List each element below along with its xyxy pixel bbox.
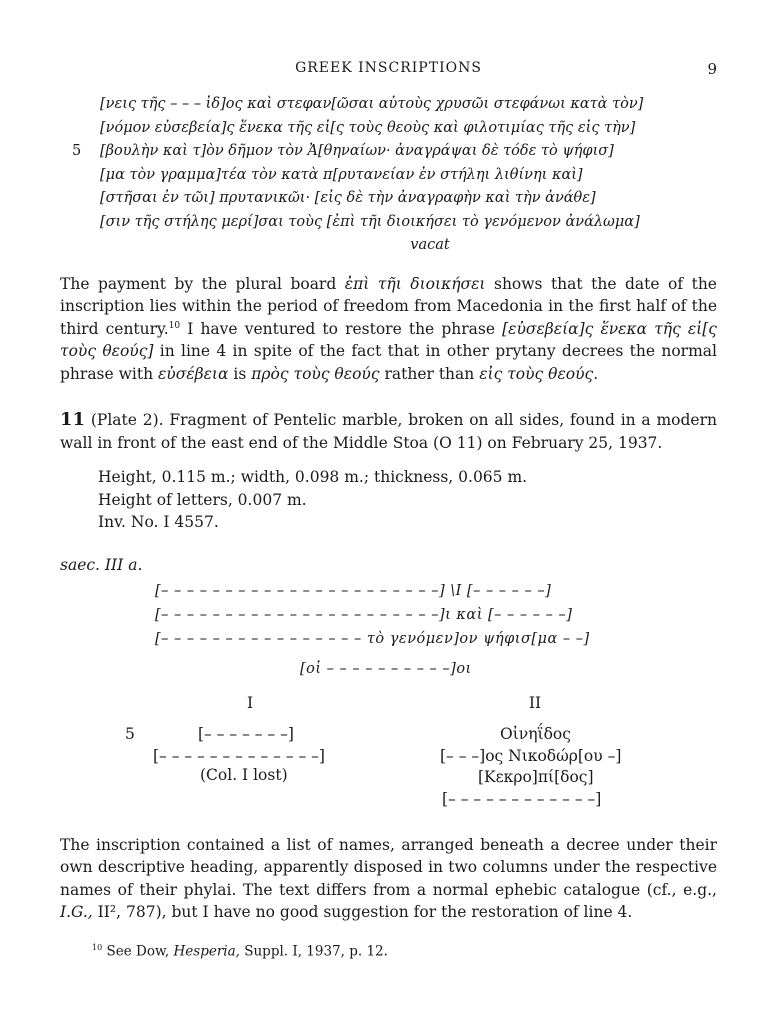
inscription-line	[60, 143, 720, 167]
running-title: GREEK INSCRIPTIONS	[295, 60, 482, 76]
line-number: 5	[125, 725, 135, 743]
col1-line: [– – – – – – –]	[198, 725, 294, 743]
commentary-paragraph-1	[60, 273, 717, 385]
measurement-line: Inv. No. I 4557.	[98, 513, 219, 531]
line-text: [στῆσαι ἐν τῶι] πρυτανικῶι· [εἰς δὲ τὴν ἀναγραφὴν καὶ τὴν ἀνάθε]	[100, 190, 596, 206]
vacat-label: vacat	[410, 237, 450, 253]
entry-description: (Plate 2). Fragment of Pentelic marble, broken on all sides, found in a modern wall in front of the east end of the Middle Stoa (O 11) on February 25, 1937.	[60, 411, 717, 452]
text-run: Suppl. I, 1937, p. 12.	[244, 943, 388, 960]
text-run: II², 787), but I have no good suggestion for the restoration of line 4.	[97, 903, 633, 922]
text-run: See Dow,	[106, 943, 170, 960]
greek-phrase: εἰς τοὺς θεούς	[479, 364, 594, 383]
page-number: 9	[707, 60, 717, 78]
footnote	[92, 943, 388, 960]
text-run: The payment by the plural board	[60, 275, 337, 293]
commentary-paragraph-2	[60, 834, 717, 924]
text-run: The inscription contained a list of names, arranged beneath a decree under their own descriptive heading, apparently disposed in two columns under the respective names of their phylai. The text differs from a normal ephebic catalogue (cf., e.g.,	[60, 836, 717, 899]
line-text: [σιν τῆς στήλης μερί]σαι τοὺς [ἐπὶ τῆι διοικήσει τὸ γενόμενον ἀνάλωμα]	[100, 213, 640, 230]
inscription-line	[60, 120, 720, 144]
journal-title: Hesperia,	[173, 943, 240, 960]
footnote-ref[interactable]: 10	[168, 320, 181, 331]
text-run: I have ventured to restore the phrase	[187, 319, 496, 338]
fragment-line: [οἱ – – – – – – – – – –]οι	[300, 661, 472, 677]
measurement-line: Height, 0.115 m.; width, 0.098 m.; thickness, 0.065 m.	[98, 468, 528, 486]
fragment-line: [– – – – – – – – – – – – – – – – – – – – – –] \Ι [– – – – – –]	[155, 583, 552, 599]
text-run: in line 4 in spite of the fact that in other prytany decrees the normal phrase with	[60, 342, 717, 383]
entry-number: 11	[60, 409, 86, 430]
text-run: shows that the date of the inscription lies within the period of freedom from Macedonia in the first half of the third century.	[60, 275, 717, 338]
col2-line: [Κεκρο]πί[δος]	[478, 768, 594, 786]
col2-line: [– – –]ος Νικοδώρ[ου –]	[440, 747, 622, 765]
greek-phrase: [εὐσεβεία]ς ἕνεκα τῆς εἰ[ς τοὺς θεούς]	[60, 319, 717, 361]
inscription-line	[60, 167, 720, 191]
line-text: [μα τὸν γραμμα]τέα τὸν κατὰ π[ρυτανείαν ἐν στήληι λιθίνηι καὶ]	[100, 166, 583, 183]
text-run: is	[233, 364, 247, 383]
inscription-text-a	[60, 96, 720, 253]
measurement-line: Height of letters, 0.007 m.	[98, 490, 307, 509]
inscription-line	[60, 214, 720, 238]
col2-line: Οἰνηΐδος	[500, 725, 571, 743]
column-heading-2: II	[528, 694, 542, 712]
greek-phrase: πρὸς τοὺς θεούς	[251, 364, 380, 383]
running-header	[60, 60, 717, 82]
col1-line: (Col. I lost)	[200, 766, 288, 784]
line-number: 5	[72, 143, 82, 159]
inscription-line	[60, 190, 720, 214]
fragment-line: [– – – – – – – – – – – – – – – – τὸ γενόμεν]ον ψήφισ[μα – –]	[155, 631, 590, 647]
date-label: saec. III a.	[60, 556, 143, 574]
text-run: .	[593, 364, 599, 383]
greek-phrase: ἐπὶ τῆι διοικήσει	[344, 275, 486, 293]
inscription-line	[60, 96, 720, 120]
line-text: [νεις τῆς – – – ἰδ]ος καὶ στεφαν[ῶσαι αὐτοὺς χρυσῶι στεφάνωι κατὰ τὸν]	[100, 96, 644, 112]
col1-line: [– – – – – – – – – – – – –]	[153, 747, 325, 765]
line-text: [βουλὴν καὶ τ]ὸν δῆμον τὸν Ἀ[θηναίων· ἀναγράψαι δὲ τόδε τὸ ψήφισ]	[100, 143, 614, 159]
col2-line: [– – – – – – – – – – – –]	[442, 790, 602, 808]
text-run: rather than	[384, 364, 475, 383]
reference: I.G.,	[60, 903, 93, 922]
line-text: [νόμον εὐσεβεία]ς ἕνεκα τῆς εἰ[ς τοὺς θεοὺς καὶ φιλοτιμίας τῆς εἰς τὴν]	[100, 119, 636, 136]
measurements	[98, 466, 527, 534]
greek-phrase: εὐσέβεια	[157, 364, 229, 383]
fragment-line: [– – – – – – – – – – – – – – – – – – – – – –]ι καὶ [– – – – – –]	[155, 607, 573, 623]
footnote-number: 10	[92, 943, 103, 952]
column-heading-1: I	[246, 694, 254, 712]
entry-heading	[60, 409, 717, 454]
